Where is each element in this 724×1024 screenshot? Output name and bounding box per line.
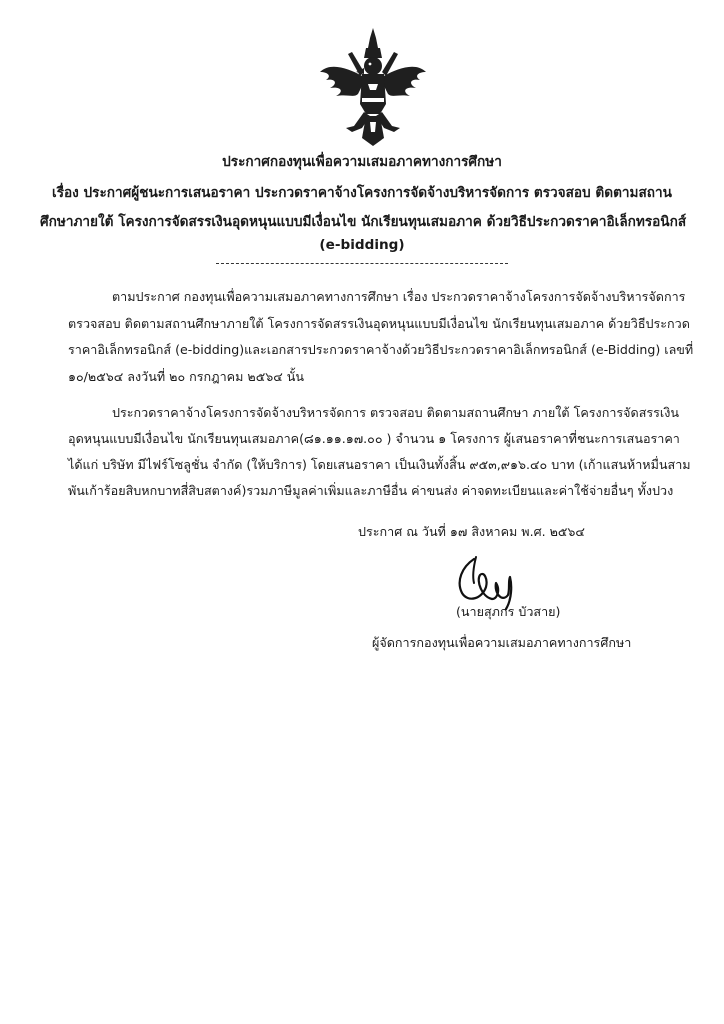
agency-heading: ประกาศกองทุนเพื่อความเสมอภาคทางการศึกษา <box>222 154 502 170</box>
para2-line2: อุดหนุนแบบมีเงื่อนไข นักเรียนทุนเสมอภาค(๘๑.๑๑.๑๗.๐๐ ) จำนวน ๑ โครงการ ผู้เสนอราคาที่ชนะการเสนอราคา <box>68 431 680 446</box>
para2-line1: ประกวดราคาจ้างโครงการจัดจ้างบริหารจัดการ ตรวจสอบ ติดตามสถานศึกษา ภายใต้ โครงการจัดสรรเงิน <box>112 405 679 420</box>
para2-line4: พันเก้าร้อยสิบหกบาทสี่สิบสตางค์)รวมภาษีมูลค่าเพิ่มและภาษีอื่น ค่าขนส่ง ค่าจดทะเบียนและค่าใช้จ่ายอื่นๆ ทั้งปวง <box>68 483 674 498</box>
subject-line-1: เรื่อง ประกาศผู้ชนะการเสนอราคา ประกวดราคาจ้างโครงการจัดจ้างบริหารจัดการ ตรวจสอบ ติดตามสถาน <box>52 185 672 201</box>
garuda-emblem-icon <box>318 28 428 146</box>
header-divider <box>216 263 508 264</box>
para1-line1: ตามประกาศ กองทุนเพื่อความเสมอภาคทางการศึกษา เรื่อง ประกวดราคาจ้างโครงการจัดจ้างบริหารจัดการ <box>112 289 686 304</box>
para2-line3: ได้แก่ บริษัท มีไฟร์โซลูชั่น จำกัด (ให้บริการ) โดยเสนอราคา เป็นเงินทั้งสิ้น ๙๕๓,๙๑๖.๔๐ บาท (เก้าแสนห้าหมื่นสาม <box>68 457 691 472</box>
para1-line4: ๑๐/๒๕๖๔ ลงวันที่ ๒๐ กรกฎาคม ๒๕๖๔ นั้น <box>68 369 304 384</box>
subject-line-3: (e-bidding) <box>319 237 405 253</box>
announcement-date: ประกาศ ณ วันที่ ๑๗ สิงหาคม พ.ศ. ๒๕๖๔ <box>358 524 585 539</box>
para1-line3: ราคาอิเล็กทรอนิกส์ (e-bidding)และเอกสารประกวดราคาจ้างด้วยวิธีประกวดราคาอิเล็กทรอนิกส์ (e-Bidding) เลขที่ <box>68 342 694 357</box>
para1-line2: ตรวจสอบ ติดตามสถานศึกษาภายใต้ โครงการจัดสรรเงินอุดหนุนแบบมีเงื่อนไข นักเรียนทุนเสมอภาค ด้วยวิธีประกวด <box>68 316 690 331</box>
subject-line-2: ศึกษาภายใต้ โครงการจัดสรรเงินอุดหนุนแบบมีเงื่อนไข นักเรียนทุนเสมอภาค ด้วยวิธีประกวดราคาอิเล็กทรอนิกส์ <box>40 214 687 230</box>
signer-name: (นายสุภกร บัวสาย) <box>456 604 561 619</box>
signer-title: ผู้จัดการกองทุนเพื่อความเสมอภาคทางการศึกษา <box>372 635 632 650</box>
